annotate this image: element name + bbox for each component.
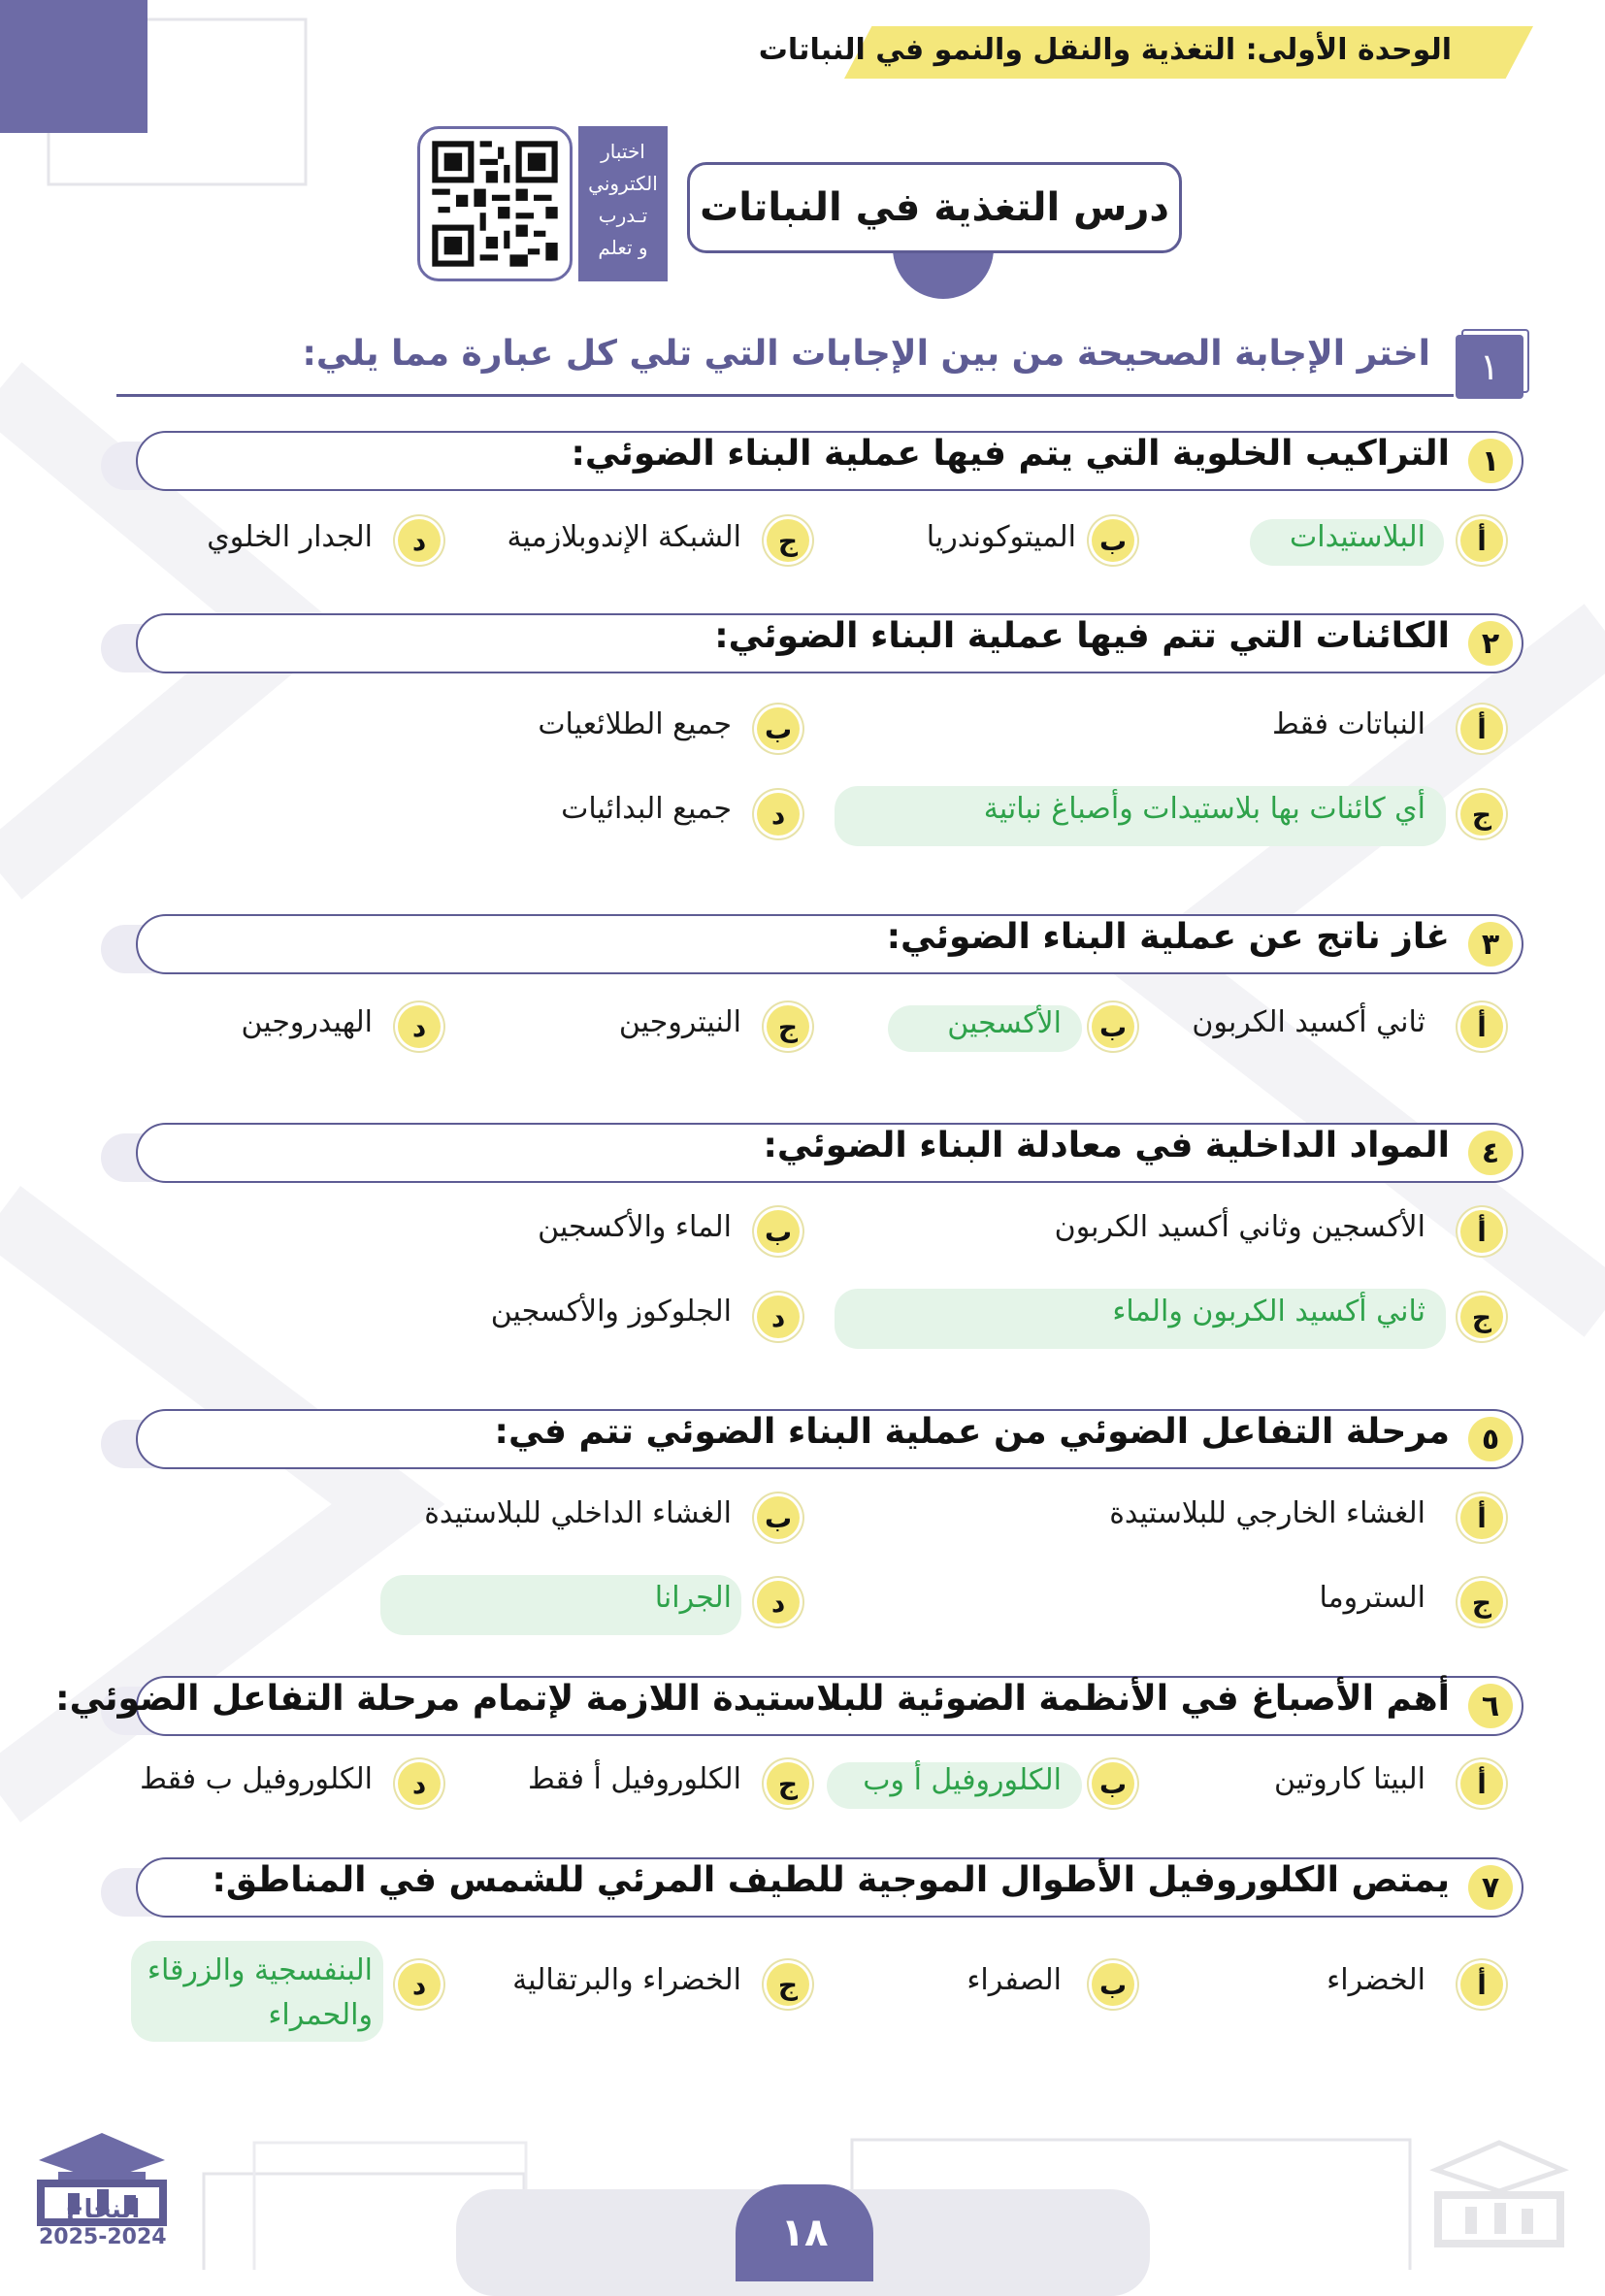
question-text: أهم الأصباغ في الأنظمة الضوئية للبلاستيدة اللازمة لإتمام مرحلة التفاعل الضوئي: — [55, 1679, 1450, 1719]
option-letter[interactable]: أ — [1460, 1963, 1503, 2006]
option-letter[interactable]: ج — [767, 1005, 809, 1048]
question-number: ٣ — [1468, 922, 1513, 967]
option-text[interactable]: الكلوروفيل ب فقط — [140, 1762, 373, 1796]
option-text[interactable]: الميتوكوندريا — [926, 520, 1076, 554]
option-letter[interactable]: ج — [767, 519, 809, 562]
option-text[interactable]: الهيدروجين — [241, 1005, 373, 1039]
option-text[interactable]: الصفراء — [966, 1963, 1062, 1997]
option-text-correct[interactable]: أي كائنات بها بلاستيدات وأصباغ نباتية — [983, 792, 1425, 826]
qr-label-line: الكتروني — [588, 172, 658, 195]
question-text: المواد الداخلية في معادلة البناء الضوئي: — [763, 1126, 1450, 1165]
option-text-correct[interactable]: البنفسجية والزرقاء والحمراء — [147, 1953, 373, 2032]
option-text[interactable]: جميع البدائيات — [561, 792, 732, 826]
qr-label — [578, 126, 668, 281]
option-letter[interactable]: د — [398, 1762, 441, 1805]
section-number: ١ — [1456, 335, 1523, 399]
option-letter[interactable]: ج — [767, 1762, 809, 1805]
question-text: الكائنات التي تتم فيها عملية البناء الضوئي: — [714, 616, 1450, 656]
option-text[interactable]: البيتا كاروتين — [1274, 1762, 1425, 1796]
page-number: ١٨ — [736, 2184, 873, 2281]
option-letter[interactable]: د — [757, 793, 800, 836]
option-text[interactable]: النباتات فقط — [1272, 707, 1425, 741]
lesson-title: درس التغذية في النباتات — [700, 185, 1169, 230]
option-letter[interactable]: ب — [1092, 519, 1134, 562]
option-letter[interactable]: ب — [1092, 1005, 1134, 1048]
option-letter[interactable]: ج — [767, 1963, 809, 2006]
option-letter[interactable]: د — [398, 519, 441, 562]
question-number: ٥ — [1468, 1417, 1513, 1461]
option-letter[interactable]: ب — [1092, 1963, 1134, 2006]
corner-decoration — [0, 0, 147, 133]
option-text-correct[interactable]: ثاني أكسيد الكربون والماء — [1112, 1295, 1425, 1328]
unit-title: الوحدة الأولى: التغذية والنقل والنمو في النباتات — [758, 33, 1452, 67]
question-text: مرحلة التفاعل الضوئي من عملية البناء الضوئي تتم في: — [494, 1412, 1450, 1452]
option-letter[interactable]: أ — [1460, 519, 1503, 562]
option-text-correct[interactable]: الكلوروفيل أ وب — [863, 1763, 1062, 1797]
option-text[interactable]: الستروما — [1319, 1581, 1425, 1615]
option-text[interactable]: الجدار الخلوي — [207, 520, 373, 554]
qr-label-line: تـدرب — [598, 204, 648, 227]
question-number: ٢ — [1468, 621, 1513, 666]
question-number: ٦ — [1468, 1684, 1513, 1728]
option-letter[interactable]: أ — [1460, 707, 1503, 750]
option-text[interactable]: الغشاء الخارجي للبلاستيدة — [1109, 1496, 1425, 1530]
option-letter[interactable]: أ — [1460, 1762, 1503, 1805]
option-text[interactable]: ثاني أكسيد الكربون — [1192, 1005, 1425, 1039]
option-letter[interactable]: ب — [757, 1210, 800, 1253]
option-letter[interactable]: ج — [1460, 793, 1503, 836]
qr-code-icon — [420, 129, 570, 279]
logo-text: النجاح — [65, 2195, 141, 2224]
option-text[interactable]: الجلوكوز والأكسجين — [490, 1295, 732, 1328]
option-letter[interactable]: أ — [1460, 1005, 1503, 1048]
logo-icon — [29, 2125, 175, 2242]
question-number: ٧ — [1468, 1865, 1513, 1910]
option-letter[interactable]: ب — [1092, 1762, 1134, 1805]
qr-label-line: و تعلم — [598, 236, 648, 259]
option-letter[interactable]: ج — [1460, 1581, 1503, 1624]
option-text[interactable]: الماء والأكسجين — [538, 1210, 732, 1244]
watermark-logo-icon — [1426, 2135, 1572, 2261]
option-letter[interactable]: ب — [757, 1496, 800, 1539]
question-text: غاز ناتج عن عملية البناء الضوئي: — [886, 917, 1450, 957]
option-text[interactable]: الشبكة الإندوبلازمية — [507, 520, 741, 554]
option-letter[interactable]: أ — [1460, 1210, 1503, 1253]
option-letter[interactable]: د — [398, 1005, 441, 1048]
qr-code[interactable] — [417, 126, 573, 281]
option-text-correct[interactable]: الجرانا — [654, 1581, 732, 1615]
question-number: ٤ — [1468, 1131, 1513, 1175]
option-letter[interactable]: د — [757, 1296, 800, 1338]
section-title: اختر الإجابة الصحيحة من بين الإجابات التي تلي كل عبارة مما يلي: — [302, 334, 1430, 374]
option-text-correct[interactable]: البلاستيدات — [1290, 520, 1425, 554]
option-text[interactable]: جميع الطلائعيات — [538, 707, 732, 741]
option-text[interactable]: الغشاء الداخلي للبلاستيدة — [424, 1496, 732, 1530]
option-text[interactable]: الكلوروفيل أ فقط — [528, 1762, 741, 1796]
option-letter[interactable]: ب — [757, 707, 800, 750]
option-text[interactable]: الأكسجين وثاني أكسيد الكربون — [1054, 1210, 1425, 1244]
option-text[interactable]: النيتروجين — [618, 1005, 741, 1039]
option-text[interactable]: الخضراء والبرتقالية — [512, 1963, 741, 1997]
question-text: التراكيب الخلوية التي يتم فيها عملية البناء الضوئي: — [571, 434, 1450, 474]
lesson-title-box — [687, 162, 1182, 253]
question-text: يمتص الكلوروفيل الأطوال الموجية للطيف المرئي للشمس في المناطق: — [212, 1860, 1450, 1900]
option-letter[interactable]: د — [398, 1963, 441, 2006]
qr-label-line: اختبار — [601, 140, 645, 163]
question-number: ١ — [1468, 439, 1513, 483]
year-range: 2025-2024 — [39, 2225, 167, 2249]
option-text-correct[interactable]: الأكسجين — [947, 1006, 1062, 1040]
option-letter[interactable]: ج — [1460, 1296, 1503, 1338]
section-divider — [116, 394, 1454, 397]
option-text[interactable]: الخضراء — [1327, 1963, 1425, 1997]
option-letter[interactable]: د — [757, 1581, 800, 1624]
option-letter[interactable]: أ — [1460, 1496, 1503, 1539]
